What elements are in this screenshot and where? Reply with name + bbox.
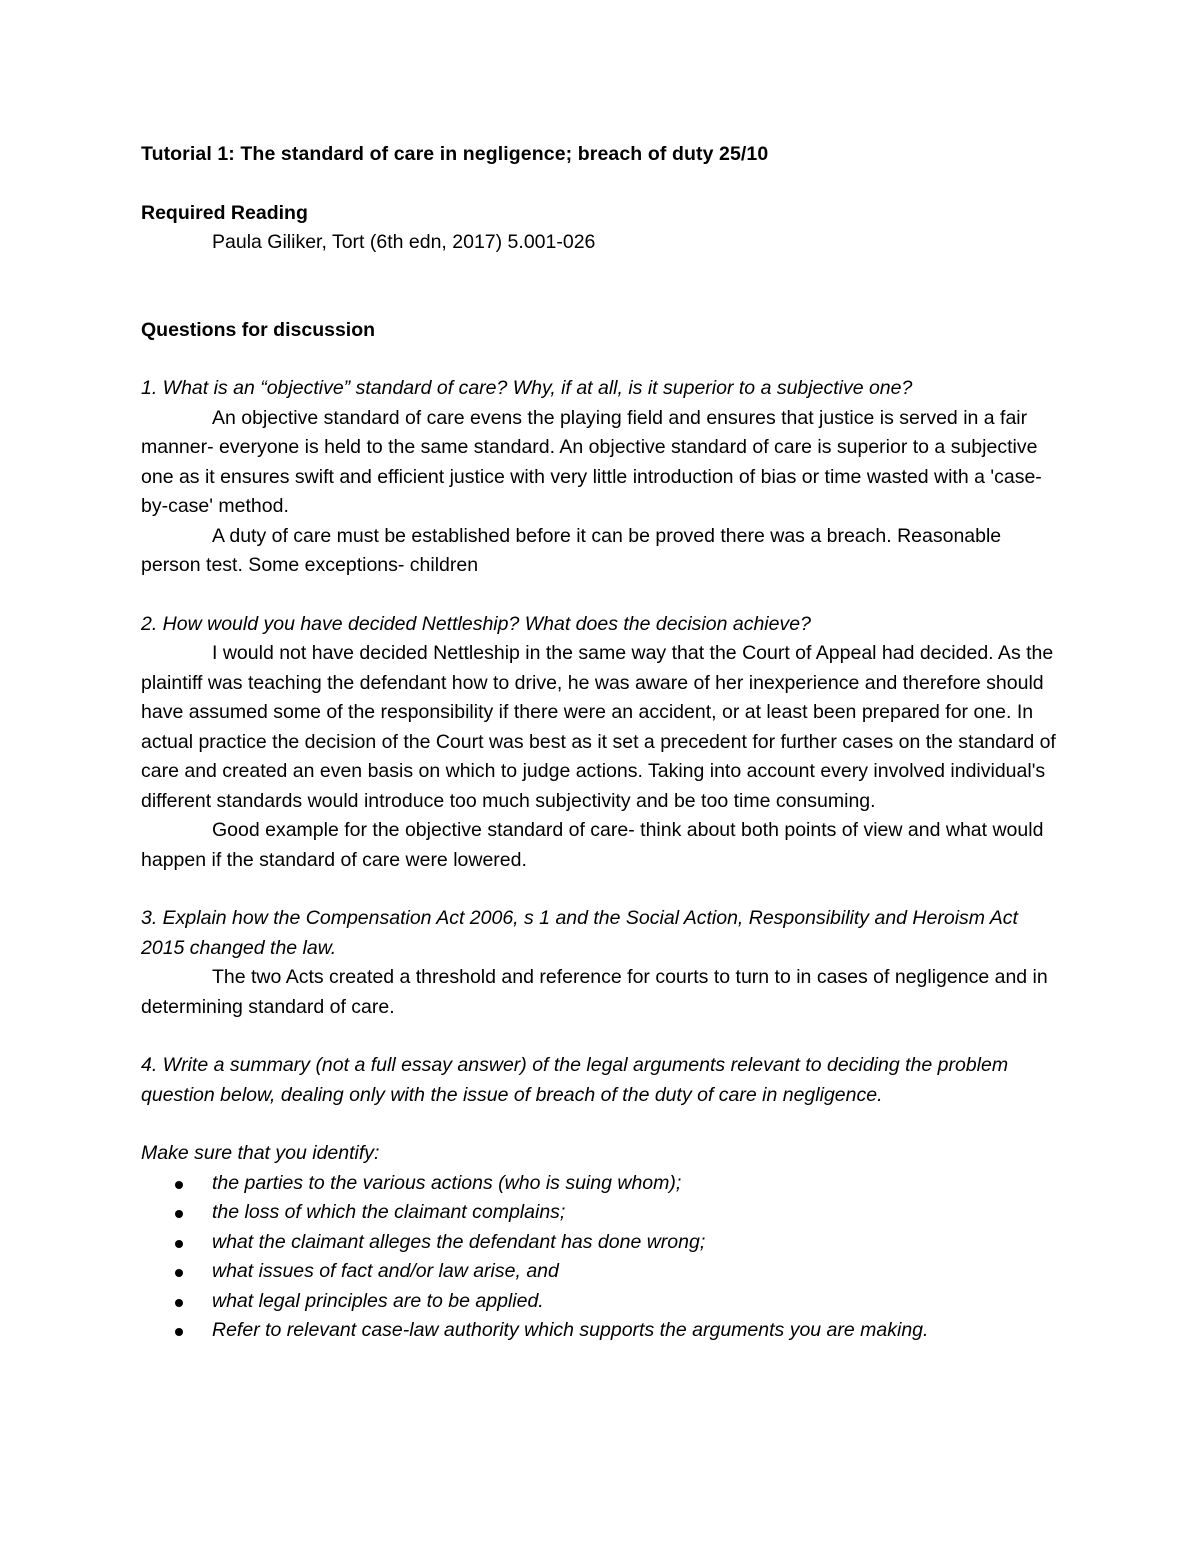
document-page xyxy=(141,140,1061,1346)
list-item xyxy=(141,1169,1061,1199)
list-item xyxy=(141,1287,1061,1317)
bullet-icon xyxy=(175,1240,183,1248)
bullet-icon xyxy=(175,1181,183,1189)
document-title: Tutorial 1: The standard of care in negligence; breach of duty 25/10 xyxy=(141,143,769,165)
list-item xyxy=(141,1257,1061,1287)
spacer xyxy=(141,1022,1061,1051)
question-4-instruction: Make sure that you identify: xyxy=(141,1142,380,1164)
answer-3-paragraph-1: The two Acts created a threshold and reference for courts to turn to in cases of negligence and in determining standard of care. xyxy=(141,966,1048,1018)
spacer xyxy=(141,170,1061,199)
list-item-text: the loss of which the claimant complains; xyxy=(212,1201,566,1223)
answer-2-paragraph-1: I would not have decided Nettleship in the same way that the Court of Appeal had decided. As the plaintiff was teaching the defendant how to drive, he was aware of her inexperience and therefore should have assumed some of the responsibility if there were an accident, or at least been prepared for one. In actual practice the decision of the Court was best as it set a precedent for further cases on the standard of care and created an even basis on which to judge actions. Taking into account every involved individual's different standards would introduce too much subjectivity and be too time consuming. xyxy=(141,642,1056,812)
list-item-text: what the claimant alleges the defendant has done wrong; xyxy=(212,1230,706,1253)
bullet-icon xyxy=(175,1328,183,1336)
list-item xyxy=(141,1198,1061,1228)
list-item-text: the parties to the various actions (who is suing whom); xyxy=(212,1171,682,1194)
spacer xyxy=(141,258,1061,316)
list-item-text: what legal principles are to be applied. xyxy=(212,1289,544,1312)
bullet-icon xyxy=(175,1210,183,1218)
spacer xyxy=(141,581,1061,610)
answer-2-paragraph-2: Good example for the objective standard of care- think about both points of view and what would happen if the standard of care were lowered. xyxy=(141,819,1044,871)
question-2: 2. How would you have decided Nettleship? What does the decision achieve? xyxy=(141,612,811,635)
spacer xyxy=(141,1110,1061,1139)
spacer xyxy=(141,345,1061,374)
bullet-icon xyxy=(175,1299,183,1307)
spacer xyxy=(141,875,1061,904)
list-item-text: what issues of fact and/or law arise, and xyxy=(212,1260,559,1282)
question-1: 1. What is an “objective” standard of care? Why, if at all, is it superior to a subjective one? xyxy=(141,377,913,399)
list-item-text: Refer to relevant case-law authority which supports the arguments you are making. xyxy=(212,1319,929,1341)
bullet-icon xyxy=(175,1269,183,1277)
required-reading-item: Paula Giliker, Tort (6th edn, 2017) 5.001-026 xyxy=(212,231,596,253)
question-4: 4. Write a summary (not a full essay answer) of the legal arguments relevant to deciding the problem question below, dealing only with the issue of breach of the duty of care in negligence. xyxy=(141,1054,1009,1106)
discussion-heading: Questions for discussion xyxy=(141,318,376,341)
list-item xyxy=(141,1316,1061,1346)
required-reading-heading: Required Reading xyxy=(141,201,308,224)
answer-1-paragraph-1: An objective standard of care evens the playing field and ensures that justice is served in a fair manner- everyone is held to the same standard. An objective standard of care is superior to a subjective one as it ensures swift and efficient justice with very little introduction of bias or time wasted with a 'case-by-case' method. xyxy=(141,406,1042,517)
requirements-list xyxy=(141,1169,1061,1346)
question-3: 3. Explain how the Compensation Act 2006, s 1 and the Social Action, Responsibility and Heroism Act 2015 changed the law. xyxy=(141,907,1018,959)
list-item xyxy=(141,1228,1061,1258)
answer-1-paragraph-2: A duty of care must be established before it can be proved there was a breach. Reasonable person test. Some exceptions- children xyxy=(141,524,1002,576)
